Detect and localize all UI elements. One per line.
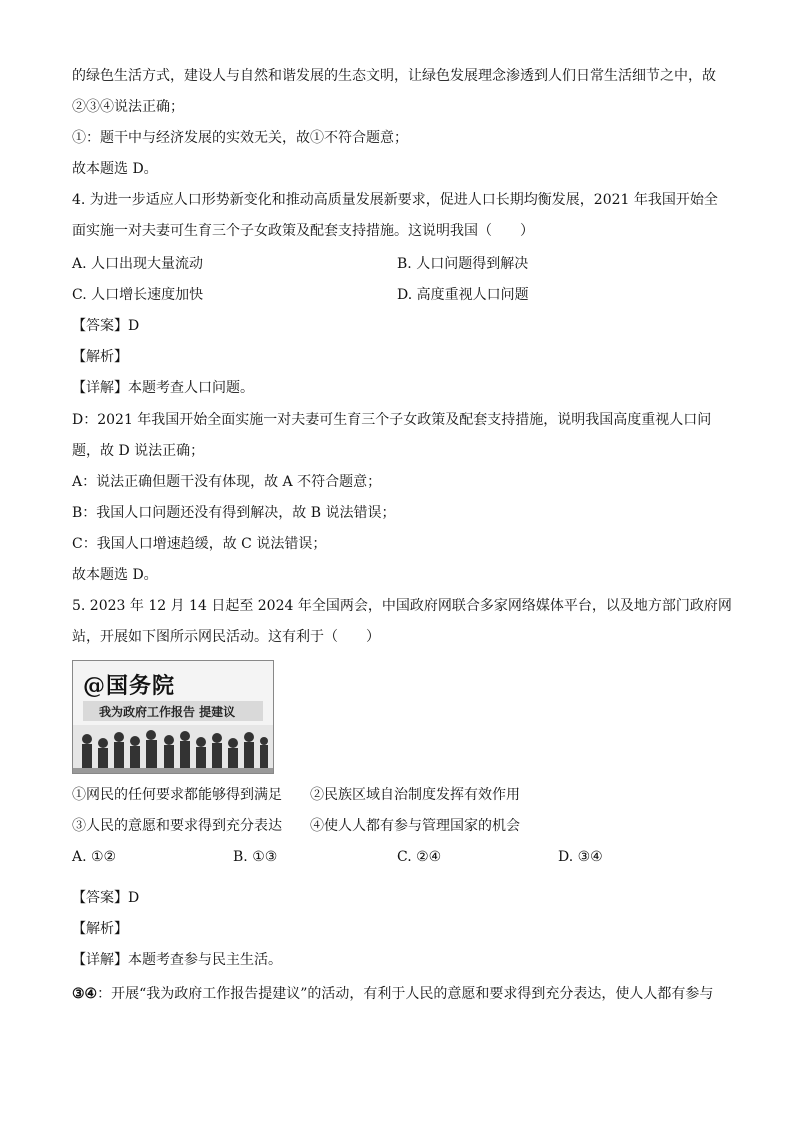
paragraph-line: ②③④说法正确； [72,99,184,115]
q4-option-a: A. 人口出现大量流动 [72,256,204,272]
q5-answer: 【答案】D [72,890,140,906]
q5-option-c: C. ②④ [397,849,442,865]
crowd-illustration [73,725,273,773]
q5-option-b: B. ①③ [233,849,278,865]
q4-detail-line: B：我国人口问题还没有得到解决，故 B 说法错误； [72,505,396,521]
q5-detail-line [72,984,713,1004]
question-5-stem: 5. 2023 年 12 月 14 日起至 2024 年全国两会，中国政府网联合多家网络媒体平台，以及地方部门政府网 [72,598,732,614]
question-4-stem: 面实施一对夫妻可生育三个子女政策及配套支持措施。这说明我国（ ） [72,223,534,239]
question-5-stem: 站，开展如下图所示网民活动。这有利于（ ） [72,629,380,645]
paragraph-line: 故本题选 D。 [72,161,158,177]
q4-detail-line: C：我国人口增速趋缓，故 C 说法错误； [72,536,327,552]
q5-statement-3: ③人民的意愿和要求得到充分表达 [72,818,282,834]
q5-detail-emphasis: ③④ [72,986,98,1002]
q5-statement-4: ④使人人都有参与管理国家的机会 [310,818,520,834]
poster-title: @国务院 [83,673,176,699]
q4-option-d: D. 高度重视人口问题 [397,287,529,303]
question-4-stem: 4. 为进一步适应人口形势新变化和推动高质量发展新要求，促进人口长期均衡发展，2021 年我国开始全 [72,192,718,208]
q5-option-a: A. ①② [72,849,117,865]
q4-detail-line: A：说法正确但题干没有体现，故 A 不符合题意； [72,474,382,490]
q4-answer: 【答案】D [72,318,140,334]
q5-option-d: D. ③④ [558,849,603,865]
q5-detail-line: 【详解】本题考查参与民主生活。 [72,952,282,968]
q4-detail-line: 故本题选 D。 [72,567,158,583]
q4-option-b: B. 人口问题得到解决 [397,256,529,272]
q4-detail-line: 【详解】本题考查人口问题。 [72,380,254,396]
q5-statement-1: ①网民的任何要求都能够得到满足 [72,787,282,803]
poster-subtitle: 我为政府工作报告 提建议 [99,705,236,719]
q4-analysis-label: 【解析】 [72,349,128,365]
q5-detail-text: ：开展“我为政府工作报告提建议”的活动，有利于人民的意愿和要求得到充分表达，使人人都有参与 [97,986,714,1002]
paragraph-line: ①：题干中与经济发展的实效无关，故①不符合题意； [72,130,408,146]
q4-option-c: C. 人口增长速度加快 [72,287,204,303]
q5-analysis-label: 【解析】 [72,921,128,937]
q5-statement-2: ②民族区域自治制度发挥有效作用 [310,787,520,803]
activity-poster-image [72,660,274,774]
q4-detail-line: D：2021 年我国开始全面实施一对夫妻可生育三个子女政策及配套支持措施，说明我国高度重视人口问 [72,412,712,428]
q4-detail-line: 题，故 D 说法正确； [72,443,205,459]
paragraph-line: 的绿色生活方式，建设人与自然和谐发展的生态文明，让绿色发展理念渗透到人们日常生活细节之中，故 [72,68,716,84]
